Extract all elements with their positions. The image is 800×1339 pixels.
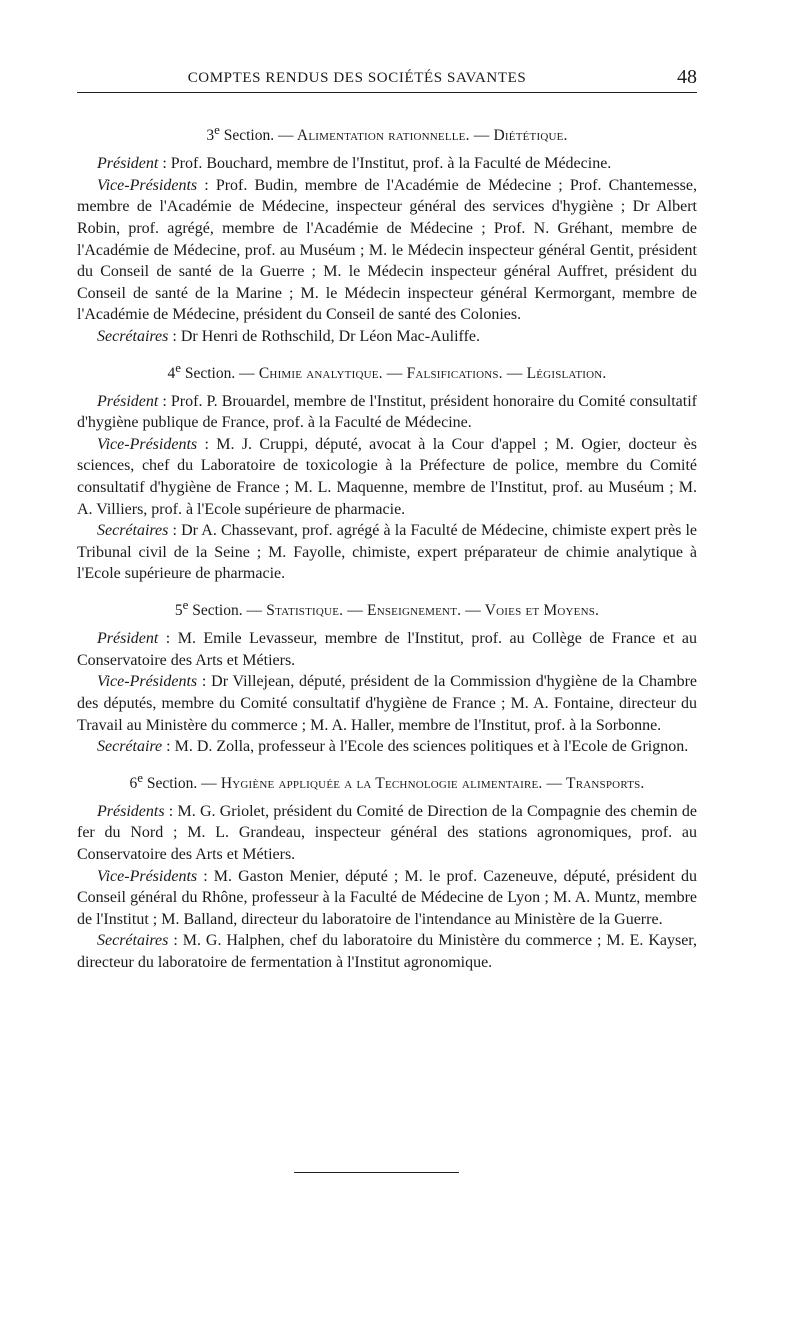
entry-text: : M. J. Cruppi, député, avocat à la Cour d'appel ; M. Ogier, docteur ès sciences, chef du Laboratoire de toxicologie à la Préfecture de police, membre du Comité consultatif d'hygiène de France ; M. L. Maquenne, membre de l'Institut, prof. au Muséum ; M. A. Villiers, prof. à l'Ecole supérieure de pharmacie. — [77, 435, 697, 518]
entry-text: : M. Gaston Menier, député ; M. le prof. Cazeneuve, député, président du Conseil général du Rhône, professeur à la Faculté de Médecine de Lyon ; M. A. Muntz, membre de l'Institut ; M. Balland, directeur du laboratoire de l'intendance au Ministère de la Guerre. — [77, 867, 697, 928]
section-number: 6 — [129, 774, 138, 792]
role-label: Président — [97, 155, 159, 173]
section-subject: — Chimie analytique. — Falsifications. — Législation. — [239, 364, 607, 382]
entry-secretaries — [77, 520, 697, 585]
section-word: Section. — [223, 127, 275, 145]
section-word: Section. — [146, 774, 198, 792]
section-5 — [77, 594, 697, 758]
section-number: 3 — [206, 127, 215, 145]
role-label: Secrétaires — [97, 522, 169, 540]
entry-text: : M. G. Halphen, chef du laboratoire du Ministère du commerce ; M. E. Kayser, directeur du laboratoire de fermentation à l'Institut agronomique. — [77, 932, 697, 972]
role-label: Secrétaires — [97, 932, 169, 950]
running-title: COMPTES RENDUS DES SOCIÉTÉS SAVANTES — [187, 70, 527, 86]
entry-vice-presidents — [77, 866, 697, 931]
section-subject: — Alimentation rationnelle. — Diététique. — [278, 127, 568, 145]
section-number: 5 — [174, 602, 183, 620]
entry-president — [77, 628, 697, 671]
section-4 — [77, 357, 697, 586]
entry-text: : Dr A. Chassevant, prof. agrégé à la Faculté de Médecine, chimiste expert près le Tribunal civil de la Seine ; M. Fayolle, chimiste, expert préparateur de chimie analytique à l'Ecole supérieure de pharmacie. — [77, 522, 697, 583]
section-heading — [77, 594, 697, 622]
section-heading — [77, 357, 697, 385]
entry-text: : Dr Villejean, député, président de la Commission d'hygiène de la Chambre des députés, membre du Comité consultatif d'hygiène de France ; M. A. Fontaine, directeur du Travail au Ministère du commerce ; M. A. Haller, membre de l'Institut, prof. à la Sorbonne. — [77, 673, 697, 734]
entry-text: : Dr Henri de Rothschild, Dr Léon Mac-Auliffe. — [168, 327, 481, 345]
section-number: 4 — [167, 364, 176, 382]
page-number: 48 — [677, 66, 697, 88]
role-label: Secrétaires — [97, 327, 169, 345]
entry-secretaries — [77, 930, 697, 973]
section-heading — [77, 119, 697, 147]
role-label: Vice-Présidents — [97, 435, 198, 453]
entry-text: : Prof. Bouchard, membre de l'Institut, prof. à la Faculté de Médecine. — [158, 155, 612, 173]
entry-vice-presidents — [77, 175, 697, 326]
section-number-suffix: e — [182, 597, 189, 612]
section-number-suffix: e — [175, 359, 181, 375]
entry-secretaries — [77, 326, 697, 348]
section-6 — [77, 767, 697, 974]
role-label: Président — [97, 630, 159, 648]
running-header — [77, 66, 697, 93]
section-subject: — Hygiène appliquée a la Technologie alimentaire. — Transports. — [201, 774, 645, 792]
entry-text: : Prof. Budin, membre de l'Académie de Médecine ; Prof. Chantemesse, membre de l'Académie de Médecine, inspecteur général des services d'hygiène ; Dr Albert Robin, prof. agrégé, membre de l'Académie de Médecine ; Prof. N. Gréhant, membre de l'Académie de Médecine, prof. au Muséum ; M. le Médecin inspecteur général Gentit, président du Conseil de santé de la Guerre ; M. le Médecin inspecteur général Auffret, président du Conseil de santé de la Marine ; M. le Médecin inspecteur général Kermorgant, membre de l'Académie de Médecine, président du Conseil de santé des Colonies. — [77, 176, 697, 324]
section-3 — [77, 119, 697, 348]
role-label: Vice-Présidents — [97, 867, 198, 885]
entry-presidents — [77, 801, 697, 866]
entry-secretary — [77, 736, 697, 758]
role-label: Vice-Présidents — [97, 673, 198, 691]
entry-vice-presidents — [77, 671, 697, 736]
entry-text: : M. D. Zolla, professeur à l'Ecole des sciences politiques et à l'Ecole de Grignon. — [162, 738, 689, 756]
section-number-suffix: e — [137, 769, 143, 785]
section-heading — [77, 767, 697, 795]
entry-president — [77, 391, 697, 434]
section-word: Section. — [192, 602, 243, 620]
role-label: Vice-Présidents — [97, 176, 198, 194]
document-body — [77, 119, 697, 974]
entry-text: : Prof. P. Brouardel, membre de l'Institut, président honoraire du Comité consultatif d'hygiène publique de France, prof. à la Faculté de Médecine. — [77, 392, 697, 432]
role-label: Secrétaire — [97, 738, 163, 756]
closing-rule — [294, 1172, 459, 1173]
section-word: Section. — [184, 364, 236, 382]
entry-text: : M. Emile Levasseur, membre de l'Institut, prof. au Collège de France et au Conservatoire des Arts et Métiers. — [77, 630, 697, 669]
entry-vice-presidents — [77, 434, 697, 520]
entry-text: : M. G. Griolet, président du Comité de Direction de la Compagnie des chemin de fer du Nord ; M. L. Grandeau, inspecteur général des stations agronomiques, prof. au Conservatoire des Arts et Métiers. — [77, 802, 697, 864]
entry-president — [77, 153, 697, 175]
section-number-suffix: e — [214, 122, 220, 137]
role-label: Président — [97, 392, 159, 410]
role-label: Présidents — [97, 802, 165, 820]
section-subject: — Statistique. — Enseignement. — Voies et Moyens. — [246, 602, 600, 620]
